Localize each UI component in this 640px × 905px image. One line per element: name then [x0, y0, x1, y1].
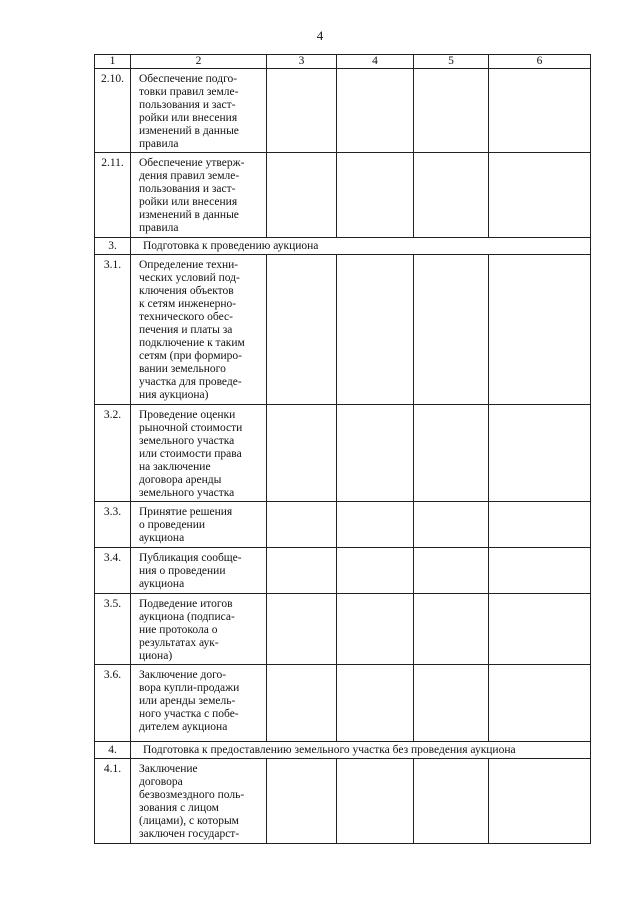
empty-cell	[414, 759, 489, 844]
empty-cell	[267, 153, 337, 238]
description-line: договора аренды	[139, 474, 222, 486]
description-line: ройки или внесения	[139, 112, 238, 124]
description-line: участка для проведе-	[139, 376, 242, 388]
description-line: правила	[139, 138, 179, 150]
description-line: Проведение оценки	[139, 409, 236, 421]
description-line: зования с лицом	[139, 802, 219, 814]
table-row	[95, 759, 591, 844]
item-number: 2.11.	[95, 153, 131, 238]
item-number: 3.5.	[95, 594, 131, 665]
table-row	[95, 594, 591, 665]
empty-cell	[337, 502, 414, 548]
column-header: 3	[267, 55, 337, 69]
description-line: (лицами), с которым	[139, 815, 239, 827]
description-line: аукциона (подписа-	[139, 611, 235, 623]
empty-cell	[337, 255, 414, 405]
empty-cell	[414, 69, 489, 153]
item-description	[131, 594, 267, 665]
description-line: результатах аук-	[139, 637, 219, 649]
empty-cell	[489, 69, 591, 153]
description-line: подключение к таким	[139, 337, 245, 349]
item-description	[131, 69, 267, 153]
item-description	[131, 759, 267, 844]
description-line: на заключение	[139, 461, 211, 473]
empty-cell	[489, 594, 591, 665]
empty-cell	[414, 255, 489, 405]
table-row	[95, 255, 591, 405]
empty-cell	[267, 594, 337, 665]
description-line: Подведение итогов	[139, 598, 233, 610]
empty-cell	[267, 502, 337, 548]
empty-cell	[414, 665, 489, 742]
description-line: аукциона	[139, 532, 185, 544]
description-line: заключен государст-	[139, 828, 240, 840]
page-number: 4	[316, 28, 324, 43]
header-row	[95, 55, 591, 69]
description-line: ключения объектов	[139, 285, 234, 297]
description-line: рыночной стоимости	[139, 422, 243, 434]
section-title: Подготовка к предоставлению земельного участка без проведения аукциона	[131, 742, 591, 759]
description-line: или стоимости права	[139, 448, 242, 460]
empty-cell	[489, 548, 591, 594]
empty-cell	[337, 153, 414, 238]
description-line: дителем аукциона	[139, 721, 228, 733]
description-line: изменений в данные	[139, 125, 239, 137]
description-line: к сетям инженерно-	[139, 298, 237, 310]
section-number: 4.	[95, 742, 131, 759]
empty-cell	[489, 405, 591, 502]
description-line: технического обес-	[139, 311, 233, 323]
empty-cell	[267, 665, 337, 742]
empty-cell	[489, 502, 591, 548]
item-description	[131, 548, 267, 594]
description-line: пользования и заст-	[139, 183, 236, 195]
section-row	[95, 742, 591, 759]
table-row	[95, 153, 591, 238]
empty-cell	[267, 69, 337, 153]
description-line: ческих условий под-	[139, 272, 240, 284]
empty-cell	[414, 594, 489, 665]
description-line: Обеспечение утверж-	[139, 157, 245, 169]
column-header: 2	[131, 55, 267, 69]
empty-cell	[267, 405, 337, 502]
description-line: пользования и заст-	[139, 99, 236, 111]
description-line: ного участка с побе-	[139, 708, 239, 720]
table-row	[95, 665, 591, 742]
empty-cell	[337, 405, 414, 502]
column-header: 4	[337, 55, 414, 69]
description-line: правила	[139, 222, 179, 234]
description-line: циона)	[139, 650, 173, 662]
empty-cell	[337, 665, 414, 742]
description-line: вании земельного	[139, 363, 226, 375]
description-line: ния аукциона)	[139, 389, 209, 401]
section-title: Подготовка к проведению аукциона	[131, 238, 591, 255]
empty-cell	[267, 759, 337, 844]
description-line: изменений в данные	[139, 209, 239, 221]
description-line: ния о проведении	[139, 565, 226, 577]
description-line: о проведении	[139, 519, 206, 531]
item-number: 4.1.	[95, 759, 131, 844]
table-row	[95, 502, 591, 548]
description-line: земельного участка	[139, 435, 235, 447]
item-description	[131, 255, 267, 405]
description-line: товки правил земле-	[139, 86, 239, 98]
item-description	[131, 405, 267, 502]
empty-cell	[267, 548, 337, 594]
item-number: 2.10.	[95, 69, 131, 153]
description-line: печения и платы за	[139, 324, 233, 336]
empty-cell	[337, 69, 414, 153]
empty-cell	[414, 405, 489, 502]
table-row	[95, 405, 591, 502]
table-row	[95, 69, 591, 153]
item-number: 3.6.	[95, 665, 131, 742]
empty-cell	[337, 594, 414, 665]
empty-cell	[489, 255, 591, 405]
item-description	[131, 502, 267, 548]
column-header: 1	[95, 55, 131, 69]
schedule-table	[94, 54, 591, 844]
description-line: вора купли-продажи	[139, 682, 240, 694]
description-line: Принятие решения	[139, 506, 233, 518]
column-header: 5	[414, 55, 489, 69]
description-line: Заключение дого-	[139, 669, 227, 681]
description-line: сетям (при формиро-	[139, 350, 242, 362]
empty-cell	[489, 665, 591, 742]
description-line: или аренды земель-	[139, 695, 236, 707]
empty-cell	[414, 502, 489, 548]
item-number: 3.2.	[95, 405, 131, 502]
item-number: 3.3.	[95, 502, 131, 548]
description-line: Определение техни-	[139, 259, 239, 271]
item-description	[131, 153, 267, 238]
empty-cell	[414, 153, 489, 238]
description-line: договора	[139, 776, 183, 788]
description-line: ние протокола о	[139, 624, 218, 636]
empty-cell	[267, 255, 337, 405]
item-number: 3.1.	[95, 255, 131, 405]
description-line: Заключение	[139, 763, 198, 775]
section-row	[95, 238, 591, 255]
description-line: аукциона	[139, 578, 185, 590]
item-description	[131, 665, 267, 742]
description-line: дения правил земле-	[139, 170, 240, 182]
empty-cell	[337, 548, 414, 594]
description-line: Обеспечение подго-	[139, 73, 238, 85]
empty-cell	[337, 759, 414, 844]
description-line: Публикация сообще-	[139, 552, 242, 564]
section-number: 3.	[95, 238, 131, 255]
empty-cell	[414, 548, 489, 594]
empty-cell	[489, 759, 591, 844]
description-line: безвозмездного поль-	[139, 789, 245, 801]
empty-cell	[489, 153, 591, 238]
column-header: 6	[489, 55, 591, 69]
description-line: ройки или внесения	[139, 196, 238, 208]
table-row	[95, 548, 591, 594]
description-line: земельного участка	[139, 487, 235, 499]
item-number: 3.4.	[95, 548, 131, 594]
